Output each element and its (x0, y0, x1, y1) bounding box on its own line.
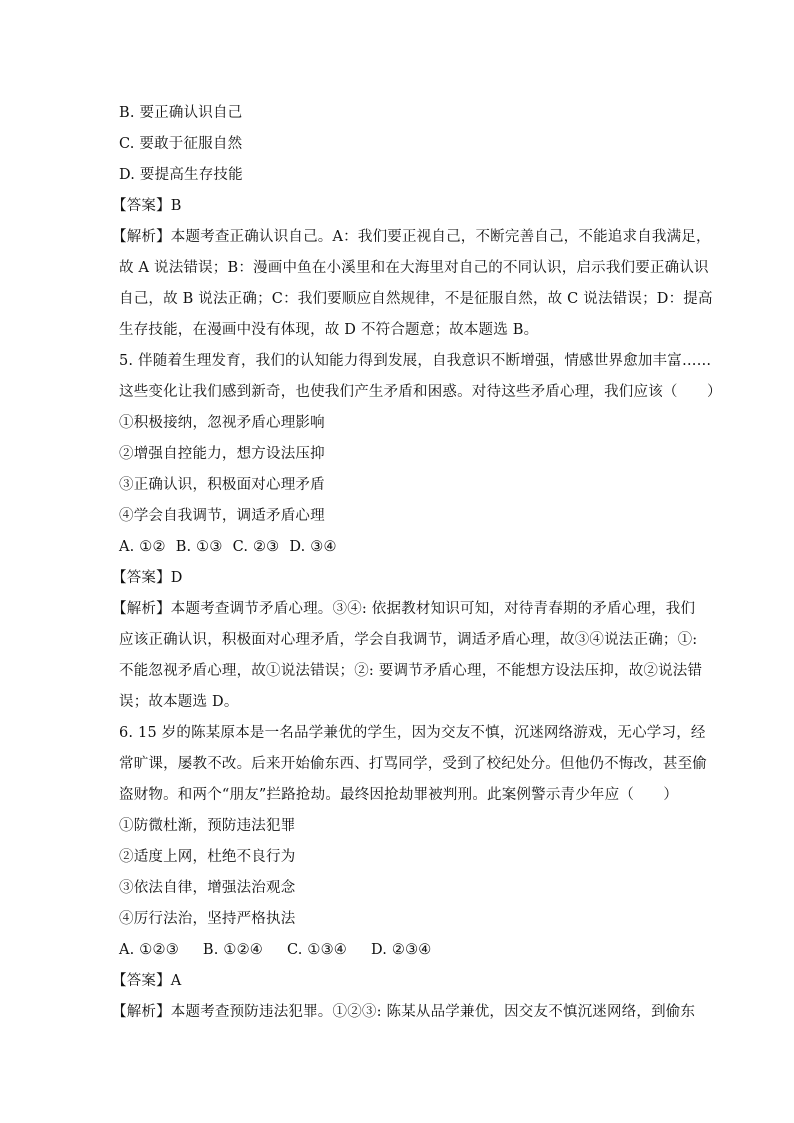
choice-row (119, 537, 337, 557)
question-stem: 常旷课，屡教不改。后来开始偷东西、打骂同学，受到了校纪处分。但他仍不悔改，甚至偷 (119, 756, 707, 772)
statement-item: ①积极接纳，忽视矛盾心理影响 (119, 415, 325, 431)
analysis-line: 不能忽视矛盾心理，故①说法错误；②: 要调节矛盾心理，不能想方设法压抑，故②说法错 (119, 663, 703, 679)
analysis-line: 【解析】本题考查正确认识自己。A：我们要正视自己，不断完善自己，不能追求自我满足， (112, 229, 711, 245)
analysis-line: 【解析】本题考查调节矛盾心理。③④: 依据教材知识可知，对待青春期的矛盾心理，我们 (112, 601, 696, 617)
analysis-line: 误；故本题选 D。 (119, 694, 239, 710)
analysis-line: 生存技能，在漫画中没有体现，故 D 不符合题意；故本题选 B。 (119, 322, 539, 338)
question-stem: 盗财物。和两个“朋友”拦路抢劫。最终因抢劫罪被判刑。此案例警示青少年应（ ） (119, 787, 679, 803)
question-stem: 6. 15 岁的陈某原本是一名品学兼优的学生，因为交友不慎，沉迷网络游戏，无心学习，经 (119, 725, 706, 741)
question-stem: 这些变化让我们感到新奇，也使我们产生矛盾和困惑。对待这些矛盾心理，我们应该（ ） (119, 384, 722, 400)
analysis-line: 自己，故 B 说法正确；C：我们要顺应自然规律，不是征服自然，故 C 说法错误；D：提高 (119, 291, 713, 307)
statement-item: ①防微杜渐，预防违法犯罪 (119, 818, 296, 834)
choice-b: B. ①②④ (202, 942, 263, 958)
choice-a: A. ①② (119, 539, 166, 555)
analysis-line: 故 A 说法错误；B：漫画中鱼在小溪里和在大海里对自己的不同认识，启示我们要正确认识 (119, 260, 709, 276)
statement-item: ②增强自控能力，想方设法压抑 (119, 446, 325, 462)
answer-label: 【答案】A (112, 973, 182, 989)
question-stem: 5. 伴随着生理发育，我们的认知能力得到发展，自我意识不断增强，情感世界愈加丰富…… (119, 353, 712, 369)
answer-label: 【答案】D (112, 570, 183, 586)
statement-item: ③依法自律，增强法治观念 (119, 880, 296, 896)
choice-d: D. ②③④ (370, 942, 432, 958)
analysis-line: 【解析】本题考查预防违法犯罪。①②③: 陈某从品学兼优，因交友不慎沉迷网络，到偷东 (112, 1004, 696, 1020)
choice-c: C. ①③④ (286, 942, 347, 958)
choice-d: D. ③④ (289, 539, 337, 555)
statement-item: ④学会自我调节，调适矛盾心理 (119, 508, 325, 524)
answer-label: 【答案】B (112, 198, 182, 214)
option-b: B. 要正确认识自己 (119, 105, 243, 121)
option-d: D. 要提高生存技能 (119, 167, 243, 183)
option-c: C. 要敢于征服自然 (119, 136, 243, 152)
analysis-line: 应该正确认识，积极面对心理矛盾，学会自我调节，调适矛盾心理，故③④说法正确；①: (119, 632, 698, 648)
statement-item: ②适度上网，杜绝不良行为 (119, 849, 296, 865)
choice-a: A. ①②③ (119, 942, 179, 958)
choice-row (119, 940, 432, 960)
statement-item: ④厉行法治，坚持严格执法 (119, 911, 296, 927)
choice-c: C. ②③ (232, 539, 280, 555)
statement-item: ③正确认识，积极面对心理矛盾 (119, 477, 325, 493)
choice-b: B. ①③ (175, 539, 223, 555)
